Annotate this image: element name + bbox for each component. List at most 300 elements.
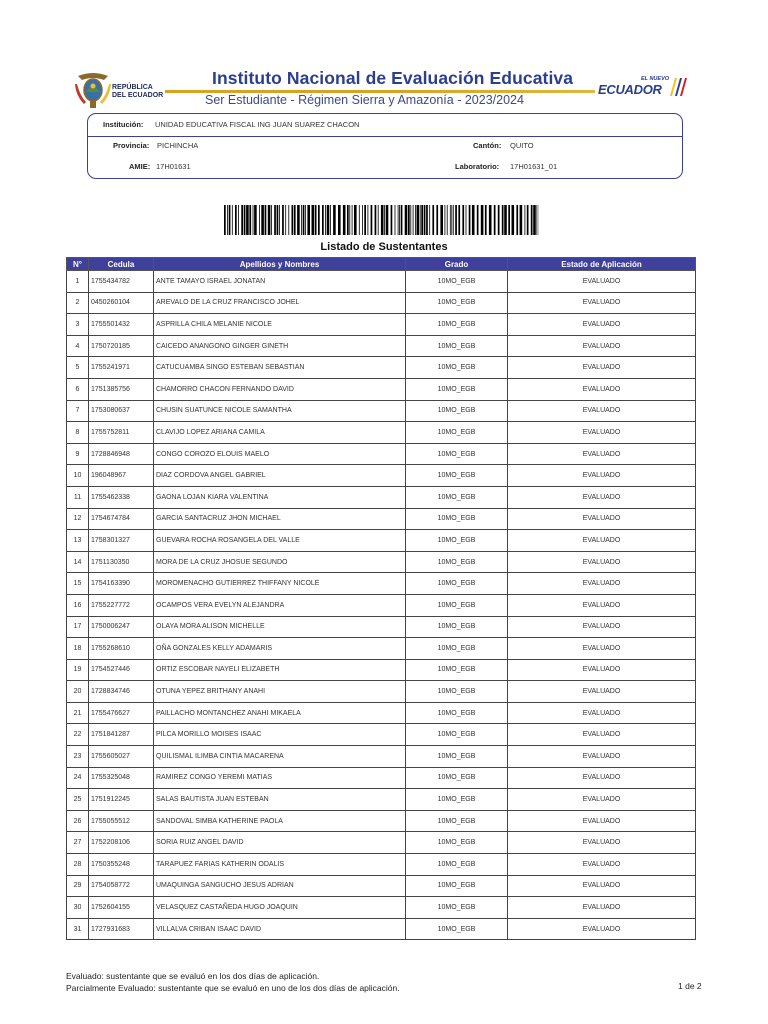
row-nombre: SORIA RUIZ ANGEL DAVID (154, 832, 406, 854)
table-row (67, 378, 696, 400)
row-grado: 10MO_EGB (406, 789, 508, 811)
row-nombre: SANDOVAL SIMBA KATHERINE PAOLA (154, 810, 406, 832)
row-cedula: 1755434782 (89, 271, 154, 293)
row-nombre: OÑA GONZALES KELLY ADAMARIS (154, 638, 406, 660)
row-cedula: 1755501432 (89, 314, 154, 336)
page-title: Instituto Nacional de Evaluación Educativa (212, 68, 574, 88)
barcode-bar (453, 205, 454, 235)
laboratorio-value: 17H01631_01 (510, 162, 558, 171)
barcode-bar (445, 205, 446, 235)
barcode-bar (485, 205, 487, 235)
row-number: 15 (67, 573, 89, 595)
row-cedula: 1753080637 (89, 400, 154, 422)
row-number: 20 (67, 681, 89, 703)
row-nombre: GUEVARA ROCHA ROSANGELA DEL VALLE (154, 530, 406, 552)
row-number: 31 (67, 918, 89, 940)
row-grado: 10MO_EGB (406, 357, 508, 379)
row-grado: 10MO_EGB (406, 271, 508, 293)
row-number: 22 (67, 724, 89, 746)
table-row (67, 789, 696, 811)
row-estado: EVALUADO (508, 530, 696, 552)
table-row (67, 767, 696, 789)
table-header-row (67, 258, 696, 271)
row-nombre: ASPRILLA CHILA MELANIE NICOLE (154, 314, 406, 336)
barcode-bar (455, 205, 457, 235)
row-grado: 10MO_EGB (406, 422, 508, 444)
barcode-bar (458, 205, 460, 235)
row-nombre: SALAS BAUTISTA JUAN ESTEBAN (154, 789, 406, 811)
brand-logo-text: ECUADOR (598, 82, 662, 97)
row-number: 19 (67, 659, 89, 681)
barcode-bar (371, 205, 373, 235)
barcode-bar (303, 205, 305, 235)
row-number: 29 (67, 875, 89, 897)
row-cedula: 1750355248 (89, 854, 154, 876)
barcode-bar (399, 205, 400, 235)
barcode-bar (498, 205, 500, 235)
table-row (67, 746, 696, 768)
table-row (67, 918, 696, 940)
footer-notes (66, 970, 400, 994)
row-cedula: 1755241971 (89, 357, 154, 379)
barcode-bar (241, 205, 243, 235)
row-cedula: 1750720185 (89, 335, 154, 357)
table-row (67, 638, 696, 660)
row-estado: EVALUADO (508, 465, 696, 487)
row-number: 7 (67, 400, 89, 422)
row-grado: 10MO_EGB (406, 767, 508, 789)
row-nombre: AREVALO DE LA CRUZ FRANCISCO JOHEL (154, 292, 406, 314)
row-grado: 10MO_EGB (406, 594, 508, 616)
row-grado: 10MO_EGB (406, 508, 508, 530)
barcode (224, 205, 539, 235)
row-number: 3 (67, 314, 89, 336)
row-nombre: GARCIA SANTACRUZ JHON MICHAEL (154, 508, 406, 530)
row-grado: 10MO_EGB (406, 335, 508, 357)
barcode-bar (322, 205, 324, 235)
row-estado: EVALUADO (508, 573, 696, 595)
barcode-bar (408, 205, 410, 235)
provincia-label: Provincia: (113, 141, 150, 150)
barcode-bar (274, 205, 276, 235)
row-cedula: 0450260104 (89, 292, 154, 314)
barcode-bar (327, 205, 330, 235)
barcode-bar (349, 205, 350, 235)
row-estado: EVALUADO (508, 486, 696, 508)
row-number: 18 (67, 638, 89, 660)
row-estado: EVALUADO (508, 681, 696, 703)
barcode-bar (508, 205, 510, 235)
students-table (66, 257, 696, 940)
table-row (67, 810, 696, 832)
row-grado: 10MO_EGB (406, 854, 508, 876)
row-nombre: ORTIZ ESCOBAR NAYELI ELIZABETH (154, 659, 406, 681)
row-grado: 10MO_EGB (406, 314, 508, 336)
row-number: 17 (67, 616, 89, 638)
info-divider (88, 136, 682, 137)
barcode-bar (259, 205, 260, 235)
barcode-bar (421, 205, 423, 235)
row-estado: EVALUADO (508, 443, 696, 465)
barcode-bar (359, 205, 360, 235)
provincia-value: PICHINCHA (157, 141, 199, 150)
row-grado: 10MO_EGB (406, 810, 508, 832)
barcode-bar (277, 205, 279, 235)
row-number: 11 (67, 486, 89, 508)
table-row (67, 314, 696, 336)
barcode-bar (338, 205, 341, 235)
row-estado: EVALUADO (508, 357, 696, 379)
barcode-bar (381, 205, 384, 235)
table-row (67, 875, 696, 897)
row-estado: EVALUADO (508, 292, 696, 314)
row-grado: 10MO_EGB (406, 897, 508, 919)
brand-stripes-icon (664, 76, 690, 98)
row-estado: EVALUADO (508, 746, 696, 768)
footer-note-parcial: Parcialmente Evaluado: sustentante que se evaluó en uno de los dos días de aplicación. (66, 983, 400, 993)
institucion-label: Institución: (103, 120, 144, 129)
table-row (67, 271, 696, 293)
barcode-bar (268, 205, 271, 235)
table-row (67, 854, 696, 876)
row-number: 25 (67, 789, 89, 811)
barcode-bar (253, 205, 254, 235)
row-grado: 10MO_EGB (406, 616, 508, 638)
barcode-bar (472, 205, 475, 235)
row-nombre: CLAVIJO LOPEZ ARIANA CAMILA (154, 422, 406, 444)
row-grado: 10MO_EGB (406, 724, 508, 746)
row-cedula: 1755268610 (89, 638, 154, 660)
barcode-bar (364, 205, 366, 235)
barcode-bar (386, 205, 389, 235)
row-nombre: PAILLACHO MONTANCHEZ ANAHI MIKAELA (154, 702, 406, 724)
barcode-bar (512, 205, 515, 235)
barcode-bar (502, 205, 504, 235)
country-line1: REPÚBLICA (112, 84, 153, 91)
row-estado: EVALUADO (508, 422, 696, 444)
barcode-bar (429, 205, 430, 235)
row-number: 10 (67, 465, 89, 487)
barcode-bar (235, 205, 237, 235)
barcode-bar (415, 205, 416, 235)
table-row (67, 508, 696, 530)
row-number: 21 (67, 702, 89, 724)
barcode-bar (378, 205, 379, 235)
column-header-grado: Grado (406, 258, 508, 271)
barcode-bar (347, 205, 349, 235)
table-row (67, 551, 696, 573)
barcode-bar (527, 205, 529, 235)
row-nombre: CONGO COROZO ELOUIS MAELO (154, 443, 406, 465)
row-grado: 10MO_EGB (406, 400, 508, 422)
barcode-bar (391, 205, 393, 235)
barcode-bar (294, 205, 296, 235)
country-line2: DEL ECUADOR (112, 92, 164, 99)
barcode-bar (315, 205, 317, 235)
barcode-bar (469, 205, 471, 235)
row-estado: EVALUADO (508, 724, 696, 746)
row-nombre: CATUCUAMBA SINGO ESTEBAN SEBASTIAN (154, 357, 406, 379)
row-cedula: 1751841287 (89, 724, 154, 746)
barcode-bar (413, 205, 414, 235)
barcode-bar (352, 205, 353, 235)
institucion-value: UNIDAD EDUCATIVA FISCAL ING JUAN SUAREZ CHACON (155, 120, 360, 129)
barcode-bar (395, 205, 396, 235)
barcode-bar (244, 205, 246, 235)
barcode-bar (520, 205, 523, 235)
table-row (67, 724, 696, 746)
barcode-bar (417, 205, 420, 235)
row-number: 12 (67, 508, 89, 530)
barcode-bar (312, 205, 315, 235)
table-row (67, 443, 696, 465)
table-row (67, 486, 696, 508)
barcode-bar (525, 205, 526, 235)
barcode-bar (384, 205, 385, 235)
row-cedula: 1751130350 (89, 551, 154, 573)
row-nombre: TARAPUEZ FARIAS KATHERIN ODALIS (154, 854, 406, 876)
column-header-cedula: Cedula (89, 258, 154, 271)
row-number: 13 (67, 530, 89, 552)
row-nombre: OCAMPOS VERA EVELYN ALEJANDRA (154, 594, 406, 616)
row-grado: 10MO_EGB (406, 875, 508, 897)
barcode-bar (424, 205, 426, 235)
row-grado: 10MO_EGB (406, 918, 508, 940)
barcode-bar (481, 205, 484, 235)
row-cedula: 1752604155 (89, 897, 154, 919)
barcode-bar (375, 205, 377, 235)
row-cedula: 1754058772 (89, 875, 154, 897)
row-nombre: CHAMORRO CHACON FERNANDO DAVID (154, 378, 406, 400)
row-estado: EVALUADO (508, 789, 696, 811)
barcode-bar (285, 205, 286, 235)
barcode-bar (410, 205, 411, 235)
barcode-bar (398, 205, 399, 235)
table-row (67, 832, 696, 854)
row-number: 5 (67, 357, 89, 379)
ecuador-coat-of-arms-icon (74, 70, 112, 110)
institution-info-box (87, 113, 683, 179)
barcode-bar (533, 205, 536, 235)
row-nombre: VELASQUEZ CASTAÑEDA HUGO JOAQUIN (154, 897, 406, 919)
table-row (67, 897, 696, 919)
barcode-bar (477, 205, 479, 235)
barcode-bar (261, 205, 264, 235)
row-number: 6 (67, 378, 89, 400)
row-cedula: 1754674784 (89, 508, 154, 530)
row-nombre: DIAZ CORDOVA ANGEL GABRIEL (154, 465, 406, 487)
row-cedula: 1755752811 (89, 422, 154, 444)
row-nombre: CAICEDO ANANGONO GINGER GINETH (154, 335, 406, 357)
barcode-bar (232, 205, 233, 235)
barcode-bar (307, 205, 310, 235)
row-grado: 10MO_EGB (406, 573, 508, 595)
row-number: 24 (67, 767, 89, 789)
barcode-bar (531, 205, 533, 235)
row-estado: EVALUADO (508, 378, 696, 400)
row-cedula: 1751912245 (89, 789, 154, 811)
column-header-nombres: Apellidos y Nombres (154, 258, 406, 271)
row-number: 9 (67, 443, 89, 465)
row-estado: EVALUADO (508, 616, 696, 638)
column-header-estado: Estado de Aplicación (508, 258, 696, 271)
barcode-bar (325, 205, 326, 235)
barcode-bar (254, 205, 257, 235)
page-number: 1 de 2 (678, 981, 702, 991)
barcode-bar (450, 205, 451, 235)
barcode-bar (436, 205, 438, 235)
row-estado: EVALUADO (508, 335, 696, 357)
canton-value: QUITO (510, 141, 534, 150)
row-nombre: MORA DE LA CRUZ JHOSUE SEGUNDO (154, 551, 406, 573)
barcode-bar (279, 205, 280, 235)
row-grado: 10MO_EGB (406, 746, 508, 768)
row-cedula: 1755605027 (89, 746, 154, 768)
barcode-bar (462, 205, 464, 235)
row-number: 26 (67, 810, 89, 832)
table-row (67, 357, 696, 379)
list-title: Listado de Sustentantes (320, 241, 448, 253)
barcode-bar (301, 205, 302, 235)
row-estado: EVALUADO (508, 875, 696, 897)
row-estado: EVALUADO (508, 659, 696, 681)
row-nombre: OLAYA MORA ALISON MICHELLE (154, 616, 406, 638)
barcode-bar (494, 205, 496, 235)
barcode-bar (333, 205, 336, 235)
row-grado: 10MO_EGB (406, 378, 508, 400)
barcode-bar (537, 205, 538, 235)
row-grado: 10MO_EGB (406, 638, 508, 660)
row-grado: 10MO_EGB (406, 551, 508, 573)
row-number: 27 (67, 832, 89, 854)
row-grado: 10MO_EGB (406, 486, 508, 508)
barcode-bar (292, 205, 294, 235)
barcode-bar (282, 205, 284, 235)
row-cedula: 1755227772 (89, 594, 154, 616)
barcode-bar (426, 205, 428, 235)
row-grado: 10MO_EGB (406, 443, 508, 465)
barcode-bar (354, 205, 357, 235)
table-row (67, 594, 696, 616)
row-cedula: 1758301327 (89, 530, 154, 552)
row-nombre: UMAQUINGA SANGUCHO JESUS ADRIAN (154, 875, 406, 897)
row-estado: EVALUADO (508, 508, 696, 530)
table-row (67, 681, 696, 703)
row-number: 23 (67, 746, 89, 768)
row-estado: EVALUADO (508, 767, 696, 789)
row-estado: EVALUADO (508, 594, 696, 616)
row-number: 1 (67, 271, 89, 293)
row-estado: EVALUADO (508, 918, 696, 940)
barcode-bar (318, 205, 320, 235)
row-nombre: GAONA LOJAN KIARA VALENTINA (154, 486, 406, 508)
row-estado: EVALUADO (508, 810, 696, 832)
row-cedula: 1750006247 (89, 616, 154, 638)
row-cedula: 1751385756 (89, 378, 154, 400)
row-cedula: 1728834746 (89, 681, 154, 703)
barcode-bar (227, 205, 228, 235)
barcode-bar (288, 205, 289, 235)
row-cedula: 1728846948 (89, 443, 154, 465)
row-nombre: ANTE TAMAYO ISRAEL JONATAN (154, 271, 406, 293)
row-estado: EVALUADO (508, 854, 696, 876)
row-number: 14 (67, 551, 89, 573)
barcode-bar (229, 205, 231, 235)
row-cedula: 1755325048 (89, 767, 154, 789)
barcode-bar (238, 205, 239, 235)
row-number: 2 (67, 292, 89, 314)
country-name (112, 84, 163, 100)
barcode-bar (224, 205, 226, 235)
barcode-bar (343, 205, 346, 235)
row-number: 28 (67, 854, 89, 876)
row-estado: EVALUADO (508, 271, 696, 293)
row-grado: 10MO_EGB (406, 465, 508, 487)
row-nombre: QUILISMAL ILIMBA CINTIA MACARENA (154, 746, 406, 768)
table-row (67, 616, 696, 638)
barcode-bar (305, 205, 306, 235)
row-cedula: 1727931683 (89, 918, 154, 940)
row-number: 30 (67, 897, 89, 919)
barcode-bar (447, 205, 448, 235)
table-row (67, 465, 696, 487)
barcode-bar (489, 205, 492, 235)
barcode-bar (246, 205, 249, 235)
row-grado: 10MO_EGB (406, 659, 508, 681)
row-number: 16 (67, 594, 89, 616)
barcode-bar (401, 205, 403, 235)
row-estado: EVALUADO (508, 400, 696, 422)
row-nombre: RAMIREZ CONGO YEREMI MATIAS (154, 767, 406, 789)
barcode-bar (405, 205, 408, 235)
brand-small-text: EL NUEVO (641, 76, 670, 82)
barcode-bar (516, 205, 518, 235)
amie-value: 17H01631 (156, 162, 191, 171)
barcode-bar (330, 205, 331, 235)
row-cedula: 1754527446 (89, 659, 154, 681)
table-row (67, 530, 696, 552)
row-nombre: PILCA MORILLO MOISES ISAAC (154, 724, 406, 746)
row-number: 4 (67, 335, 89, 357)
barcode-bar (420, 205, 421, 235)
table-row (67, 422, 696, 444)
row-cedula: 1755055512 (89, 810, 154, 832)
row-estado: EVALUADO (508, 638, 696, 660)
row-cedula: 196048967 (89, 465, 154, 487)
row-grado: 10MO_EGB (406, 702, 508, 724)
row-estado: EVALUADO (508, 702, 696, 724)
laboratorio-label: Laboratorio: (455, 162, 500, 171)
barcode-bar (451, 205, 452, 235)
barcode-bar (362, 205, 363, 235)
barcode-bar (466, 205, 467, 235)
footer-note-evaluado: Evaluado: sustentante que se evaluó en los dos días de aplicación. (66, 971, 320, 981)
barcode-bar (271, 205, 272, 235)
row-cedula: 1754163390 (89, 573, 154, 595)
table-row (67, 400, 696, 422)
row-nombre: OTUNA YEPEZ BRITHANY ANAHI (154, 681, 406, 703)
barcode-bar (249, 205, 251, 235)
row-estado: EVALUADO (508, 897, 696, 919)
row-estado: EVALUADO (508, 832, 696, 854)
row-nombre: MOROMENACHO GUTIERREZ THIFFANY NICOLE (154, 573, 406, 595)
table-row (67, 292, 696, 314)
barcode-bar (432, 205, 434, 235)
table-row (67, 335, 696, 357)
row-cedula: 1752208106 (89, 832, 154, 854)
row-cedula: 1755462338 (89, 486, 154, 508)
barcode-bar (504, 205, 507, 235)
